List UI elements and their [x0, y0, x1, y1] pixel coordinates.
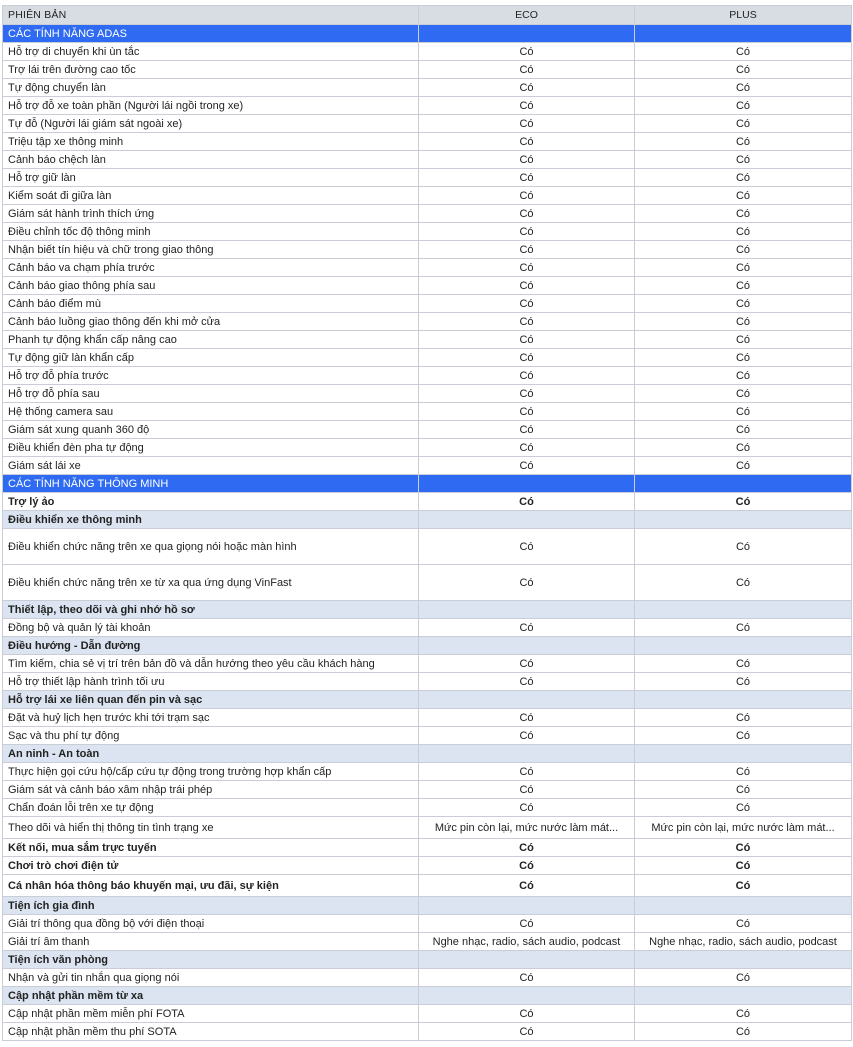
table-row [3, 331, 852, 349]
section-filler-plus [635, 25, 852, 43]
plus-value: Có [635, 169, 852, 187]
eco-value: Có [419, 839, 635, 857]
plus-value: Có [635, 187, 852, 205]
table-header-row [3, 6, 852, 25]
eco-value: Có [419, 331, 635, 349]
section-filler-plus [635, 475, 852, 493]
plus-value: Có [635, 457, 852, 475]
feature-name: Điều chỉnh tốc độ thông minh [3, 223, 419, 241]
table-row [3, 915, 852, 933]
eco-value: Có [419, 205, 635, 223]
plus-value: Có [635, 565, 852, 601]
feature-name: Sạc và thu phí tự động [3, 727, 419, 745]
eco-value: Có [419, 133, 635, 151]
feature-name: Thực hiện gọi cứu hộ/cấp cứu tự động trong trường hợp khẩn cấp [3, 763, 419, 781]
feature-name: Chơi trò chơi điện tử [3, 857, 419, 875]
feature-name: Theo dõi và hiển thị thông tin tình trạng xe [3, 817, 419, 839]
eco-value: Có [419, 1023, 635, 1041]
eco-value: Có [419, 43, 635, 61]
feature-name: Đồng bộ và quản lý tài khoản [3, 619, 419, 637]
feature-name: Giải trí âm thanh [3, 933, 419, 951]
group-filler-eco [419, 511, 635, 529]
table-row [3, 565, 852, 601]
eco-value: Có [419, 223, 635, 241]
feature-name: Tự động chuyển làn [3, 79, 419, 97]
group-filler-eco [419, 951, 635, 969]
group-filler-plus [635, 897, 852, 915]
table-row [3, 295, 852, 313]
eco-value: Mức pin còn lại, mức nước làm mát... [419, 817, 635, 839]
table-row [3, 529, 852, 565]
plus-value: Có [635, 439, 852, 457]
eco-value: Có [419, 709, 635, 727]
feature-name: Kết nối, mua sắm trực tuyến [3, 839, 419, 857]
section-header-row [3, 25, 852, 43]
group-title: Điều hướng - Dẫn đường [3, 637, 419, 655]
feature-name: Tự đỗ (Người lái giám sát ngoài xe) [3, 115, 419, 133]
table-row [3, 457, 852, 475]
eco-value: Có [419, 259, 635, 277]
feature-name: Cảnh báo chệch làn [3, 151, 419, 169]
eco-value: Có [419, 529, 635, 565]
table-row [3, 115, 852, 133]
table-row [3, 1005, 852, 1023]
feature-comparison-table [2, 5, 852, 1041]
group-header-row [3, 951, 852, 969]
table-row [3, 727, 852, 745]
plus-value: Có [635, 619, 852, 637]
plus-value: Có [635, 331, 852, 349]
table-row [3, 367, 852, 385]
plus-value: Có [635, 277, 852, 295]
group-filler-plus [635, 987, 852, 1005]
plus-value: Có [635, 151, 852, 169]
group-title: Điều khiển xe thông minh [3, 511, 419, 529]
table-row [3, 277, 852, 295]
plus-value: Có [635, 839, 852, 857]
group-filler-eco [419, 691, 635, 709]
group-header-row [3, 987, 852, 1005]
feature-name: Giám sát hành trình thích ứng [3, 205, 419, 223]
table-row [3, 349, 852, 367]
table-row [3, 205, 852, 223]
table-row [3, 839, 852, 857]
table-row [3, 187, 852, 205]
feature-name: Nhận biết tín hiệu và chữ trong giao thông [3, 241, 419, 259]
group-title: Tiện ích văn phòng [3, 951, 419, 969]
plus-value: Có [635, 1005, 852, 1023]
eco-value: Có [419, 763, 635, 781]
eco-value: Có [419, 969, 635, 987]
feature-name: Cảnh báo va chạm phía trước [3, 259, 419, 277]
feature-name: Cảnh báo luồng giao thông đến khi mở cửa [3, 313, 419, 331]
feature-name: Chẩn đoán lỗi trên xe tự động [3, 799, 419, 817]
eco-value: Có [419, 403, 635, 421]
section-filler-eco [419, 25, 635, 43]
table-row [3, 421, 852, 439]
table-row [3, 493, 852, 511]
header-plus: PLUS [635, 6, 852, 25]
eco-value: Có [419, 857, 635, 875]
group-filler-eco [419, 897, 635, 915]
group-header-row [3, 745, 852, 763]
feature-name: Tự động giữ làn khẩn cấp [3, 349, 419, 367]
plus-value: Có [635, 875, 852, 897]
feature-name: Giám sát và cảnh báo xâm nhập trái phép [3, 781, 419, 799]
eco-value: Có [419, 781, 635, 799]
eco-value: Có [419, 1005, 635, 1023]
group-title: Hỗ trợ lái xe liên quan đến pin và sạc [3, 691, 419, 709]
group-filler-plus [635, 691, 852, 709]
table-body [3, 25, 852, 1041]
eco-value: Có [419, 97, 635, 115]
eco-value: Có [419, 493, 635, 511]
plus-value: Có [635, 727, 852, 745]
table-row [3, 385, 852, 403]
table-row [3, 817, 852, 839]
plus-value: Có [635, 223, 852, 241]
plus-value: Có [635, 115, 852, 133]
eco-value: Có [419, 457, 635, 475]
plus-value: Có [635, 349, 852, 367]
plus-value: Có [635, 205, 852, 223]
table-row [3, 241, 852, 259]
eco-value: Có [419, 875, 635, 897]
table-row [3, 151, 852, 169]
plus-value: Có [635, 241, 852, 259]
feature-name: Đặt và huỷ lịch hẹn trước khi tới trạm sạc [3, 709, 419, 727]
group-filler-eco [419, 987, 635, 1005]
feature-name: Kiểm soát đi giữa làn [3, 187, 419, 205]
plus-value: Có [635, 313, 852, 331]
header-version: PHIÊN BẢN [3, 6, 419, 25]
table-row [3, 673, 852, 691]
plus-value: Có [635, 385, 852, 403]
eco-value: Nghe nhạc, radio, sách audio, podcast [419, 933, 635, 951]
group-header-row [3, 691, 852, 709]
group-filler-plus [635, 637, 852, 655]
plus-value: Có [635, 43, 852, 61]
plus-value: Có [635, 259, 852, 277]
feature-name: Hỗ trợ đỗ phía sau [3, 385, 419, 403]
table-row [3, 61, 852, 79]
group-filler-plus [635, 951, 852, 969]
plus-value: Có [635, 403, 852, 421]
eco-value: Có [419, 79, 635, 97]
plus-value: Có [635, 1023, 852, 1041]
feature-name: Hỗ trợ đỗ phía trước [3, 367, 419, 385]
group-header-row [3, 637, 852, 655]
table-row [3, 259, 852, 277]
group-filler-eco [419, 745, 635, 763]
plus-value: Có [635, 133, 852, 151]
plus-value: Có [635, 781, 852, 799]
table-row [3, 875, 852, 897]
feature-name: Điều khiển chức năng trên xe từ xa qua ứng dụng VinFast [3, 565, 419, 601]
plus-value: Mức pin còn lại, mức nước làm mát... [635, 817, 852, 839]
group-title: Cập nhật phần mềm từ xa [3, 987, 419, 1005]
feature-name: Hệ thống camera sau [3, 403, 419, 421]
plus-value: Có [635, 915, 852, 933]
group-title: Tiện ích gia đình [3, 897, 419, 915]
feature-name: Trợ lý ảo [3, 493, 419, 511]
table-row [3, 969, 852, 987]
header-eco: ECO [419, 6, 635, 25]
eco-value: Có [419, 673, 635, 691]
eco-value: Có [419, 385, 635, 403]
plus-value: Có [635, 709, 852, 727]
table-row [3, 763, 852, 781]
feature-name: Phanh tự động khẩn cấp nâng cao [3, 331, 419, 349]
eco-value: Có [419, 241, 635, 259]
feature-name: Trợ lái trên đường cao tốc [3, 61, 419, 79]
plus-value: Có [635, 97, 852, 115]
eco-value: Có [419, 367, 635, 385]
table-row [3, 439, 852, 457]
table-row [3, 133, 852, 151]
plus-value: Có [635, 673, 852, 691]
table-row [3, 43, 852, 61]
table-row [3, 709, 852, 727]
table-row [3, 169, 852, 187]
table-row [3, 933, 852, 951]
eco-value: Có [419, 313, 635, 331]
plus-value: Có [635, 367, 852, 385]
eco-value: Có [419, 727, 635, 745]
eco-value: Có [419, 295, 635, 313]
group-filler-plus [635, 511, 852, 529]
table-row [3, 403, 852, 421]
group-header-row [3, 601, 852, 619]
table-row [3, 655, 852, 673]
section-header-row [3, 475, 852, 493]
group-title: Thiết lập, theo dõi và ghi nhớ hồ sơ [3, 601, 419, 619]
plus-value: Nghe nhạc, radio, sách audio, podcast [635, 933, 852, 951]
feature-name: Cập nhật phần mềm thu phí SOTA [3, 1023, 419, 1041]
plus-value: Có [635, 79, 852, 97]
feature-name: Hỗ trợ di chuyển khi ùn tắc [3, 43, 419, 61]
table-row [3, 1023, 852, 1041]
eco-value: Có [419, 151, 635, 169]
feature-name: Điều khiển chức năng trên xe qua giọng nói hoặc màn hình [3, 529, 419, 565]
plus-value: Có [635, 421, 852, 439]
section-title: CÁC TÍNH NĂNG ADAS [3, 25, 419, 43]
group-header-row [3, 511, 852, 529]
eco-value: Có [419, 277, 635, 295]
plus-value: Có [635, 61, 852, 79]
feature-name: Hỗ trợ thiết lập hành trình tối ưu [3, 673, 419, 691]
eco-value: Có [419, 187, 635, 205]
plus-value: Có [635, 763, 852, 781]
table-row [3, 79, 852, 97]
eco-value: Có [419, 115, 635, 133]
section-title: CÁC TÍNH NĂNG THÔNG MINH [3, 475, 419, 493]
table-row [3, 313, 852, 331]
plus-value: Có [635, 857, 852, 875]
eco-value: Có [419, 61, 635, 79]
feature-name: Cảnh báo giao thông phía sau [3, 277, 419, 295]
plus-value: Có [635, 529, 852, 565]
eco-value: Có [419, 619, 635, 637]
feature-name: Tìm kiếm, chia sẻ vị trí trên bản đồ và dẫn hướng theo yêu cầu khách hàng [3, 655, 419, 673]
group-filler-plus [635, 745, 852, 763]
feature-name: Cảnh báo điểm mù [3, 295, 419, 313]
eco-value: Có [419, 169, 635, 187]
feature-name: Hỗ trợ đỗ xe toàn phần (Người lái ngồi trong xe) [3, 97, 419, 115]
feature-name: Hỗ trợ giữ làn [3, 169, 419, 187]
feature-name: Cập nhật phần mềm miễn phí FOTA [3, 1005, 419, 1023]
feature-name: Giám sát xung quanh 360 độ [3, 421, 419, 439]
eco-value: Có [419, 349, 635, 367]
table-row [3, 799, 852, 817]
plus-value: Có [635, 295, 852, 313]
plus-value: Có [635, 799, 852, 817]
group-filler-eco [419, 601, 635, 619]
eco-value: Có [419, 915, 635, 933]
eco-value: Có [419, 565, 635, 601]
feature-name: Điều khiển đèn pha tự động [3, 439, 419, 457]
table-row [3, 781, 852, 799]
feature-name: Cá nhân hóa thông báo khuyến mại, ưu đãi, sự kiện [3, 875, 419, 897]
table-row [3, 619, 852, 637]
plus-value: Có [635, 969, 852, 987]
plus-value: Có [635, 493, 852, 511]
plus-value: Có [635, 655, 852, 673]
eco-value: Có [419, 799, 635, 817]
table-row [3, 857, 852, 875]
group-filler-plus [635, 601, 852, 619]
feature-name: Nhận và gửi tin nhắn qua giọng nói [3, 969, 419, 987]
group-header-row [3, 897, 852, 915]
table-row [3, 223, 852, 241]
table-row [3, 97, 852, 115]
eco-value: Có [419, 439, 635, 457]
group-title: An ninh - An toàn [3, 745, 419, 763]
eco-value: Có [419, 655, 635, 673]
eco-value: Có [419, 421, 635, 439]
feature-name: Triệu tập xe thông minh [3, 133, 419, 151]
feature-name: Giải trí thông qua đồng bộ với điện thoại [3, 915, 419, 933]
group-filler-eco [419, 637, 635, 655]
section-filler-eco [419, 475, 635, 493]
feature-name: Giám sát lái xe [3, 457, 419, 475]
